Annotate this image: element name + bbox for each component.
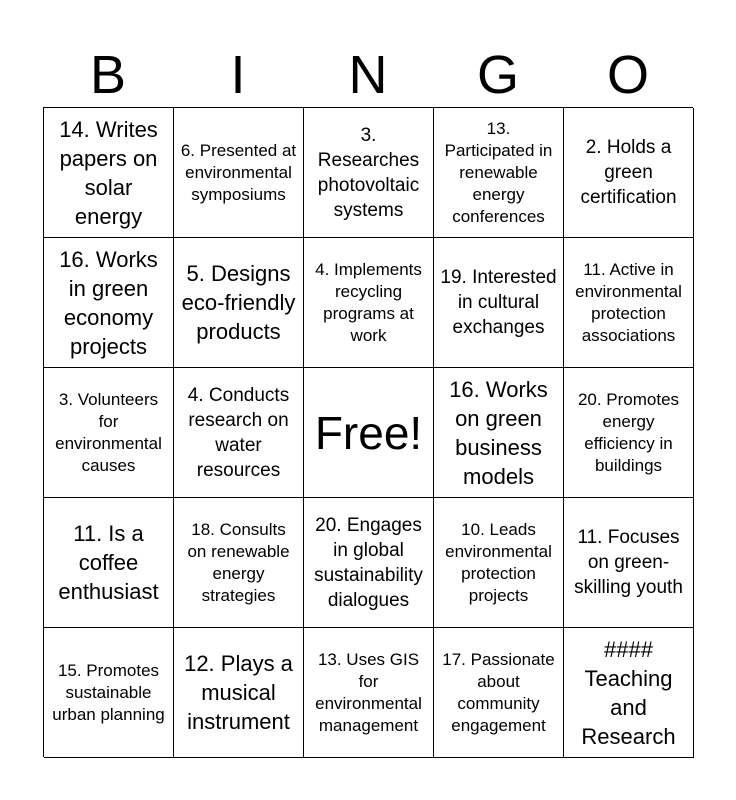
bingo-cell[interactable] <box>564 238 694 368</box>
cell-text: 2. Holds a green certification <box>580 137 677 208</box>
bingo-cell[interactable] <box>44 238 174 368</box>
header-letter-n: N <box>348 45 388 105</box>
bingo-cell[interactable] <box>564 498 694 628</box>
cell-text: 11. Active in environmental protection associations <box>575 259 682 345</box>
cell-text: 5. Designs eco-friendly products <box>181 261 296 344</box>
bingo-cell[interactable] <box>564 368 694 498</box>
cell-text: 20. Engages in global sustainability dialogues <box>314 514 423 611</box>
cell-text: 12. Plays a musical instrument <box>184 651 293 734</box>
free-space-text: Free! <box>314 406 423 459</box>
bingo-cell[interactable] <box>44 368 174 498</box>
cell-text: 6. Presented at environmental symposiums <box>180 140 297 204</box>
cell-text: 11. Focuses on green-skilling youth <box>574 527 683 598</box>
cell-text: 4. Implements recycling programs at work <box>315 259 422 345</box>
cell-text: 15. Promotes sustainable urban planning <box>52 660 165 724</box>
cell-text: 10. Leads environmental protection projects <box>445 519 552 605</box>
cell-text: #### Teaching and Research <box>581 636 676 749</box>
cell-text: 14. Writes papers on solar energy <box>59 116 158 229</box>
bingo-cell[interactable] <box>174 498 304 628</box>
bingo-cell[interactable] <box>434 498 564 628</box>
bingo-cell[interactable] <box>174 368 304 498</box>
bingo-cell[interactable] <box>304 238 434 368</box>
cell-text: 13. Uses GIS for environmental management <box>315 649 422 735</box>
cell-text: 20. Promotes energy efficiency in buildings <box>577 389 680 475</box>
cell-text: 18. Consults on renewable energy strategies <box>187 519 290 605</box>
bingo-cell[interactable] <box>434 238 564 368</box>
cell-text: 3. Researches photovoltaic systems <box>317 124 420 221</box>
header-letter-i: I <box>230 45 246 105</box>
bingo-cell[interactable] <box>174 238 304 368</box>
bingo-cell[interactable] <box>304 498 434 628</box>
header-letter-o: O <box>606 45 649 105</box>
bingo-cell[interactable] <box>174 108 304 238</box>
bingo-cell[interactable] <box>44 498 174 628</box>
header-letter-g: G <box>476 45 519 105</box>
bingo-cell[interactable] <box>434 108 564 238</box>
cell-text: 4. Conducts research on water resources <box>187 384 290 481</box>
bingo-cell[interactable] <box>434 368 564 498</box>
cell-text: 17. Passionate about community engagement <box>442 649 555 735</box>
free-space-cell[interactable] <box>304 368 434 498</box>
bingo-cell[interactable] <box>434 628 564 758</box>
bingo-cell[interactable] <box>564 628 694 758</box>
bingo-cell[interactable] <box>304 628 434 758</box>
bingo-cell[interactable] <box>564 108 694 238</box>
bingo-header <box>43 42 693 108</box>
bingo-cell[interactable] <box>44 108 174 238</box>
bingo-cell[interactable] <box>44 628 174 758</box>
cell-text: 16. Works on green business models <box>449 376 548 489</box>
header-letter-b: B <box>89 45 127 105</box>
cell-text: 3. Volunteers for environmental causes <box>55 389 162 475</box>
cell-text: 13. Participated in renewable energy conferences <box>444 118 553 226</box>
bingo-cell[interactable] <box>174 628 304 758</box>
cell-text: 11. Is a coffee enthusiast <box>58 521 159 604</box>
bingo-cell[interactable] <box>304 108 434 238</box>
cell-text: 19. Interested in cultural exchanges <box>440 267 557 338</box>
cell-text: 16. Works in green economy projects <box>59 246 158 359</box>
bingo-grid <box>43 107 693 757</box>
